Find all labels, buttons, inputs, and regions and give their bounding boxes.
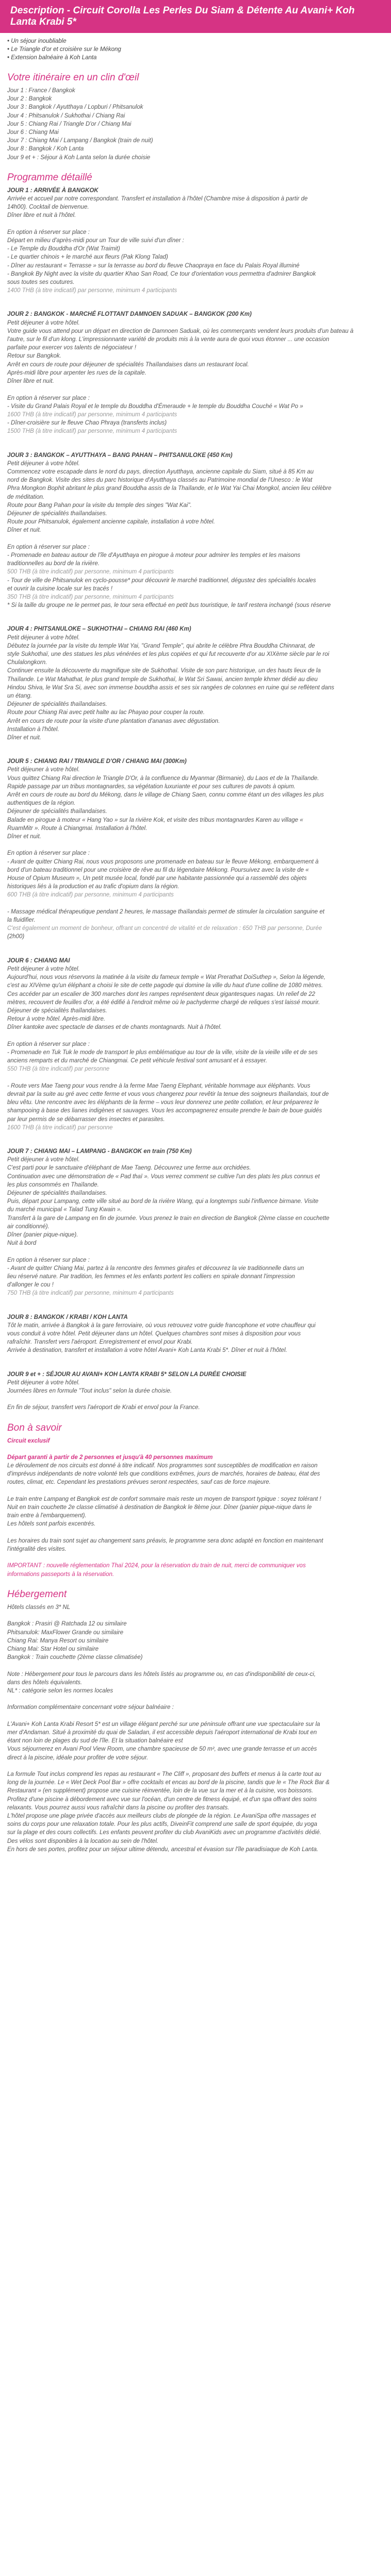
day-text: Arrivée et accueil par notre correspondant. Transfert et installation à l'hôtel (Chambre mise à disposition à partir de [7,196,308,202]
day-text: Petit déjeuner à votre hôtel. [7,1157,80,1163]
day-text: Petit déjeuner à votre hôtel. [7,767,80,773]
day-text: Chulalongkorn. [7,659,47,666]
day-text: - Avant de quitter Chiang Rai, nous vous proposons une promenade en bateau sur le fleuve Mékong, embarquement à [7,858,319,865]
day-text: - Avant de quitter Chiang Mai, partez à la rencontre des femmes girafes et découvrez la vie traditionnelle dans un [7,1265,304,1272]
day-text: sous toutes ses coutures. [7,279,75,286]
day-text: En option à réserver sur place : [7,229,90,235]
hebergement-line: Bangkok : Train couchette (2ème classe climatisée) [7,1654,143,1661]
bon-a-savoir-line: d'imprévus indépendants de notre volonté tels que conditions extrêmes, jours de marchés, horaires de bateau, état des [7,1471,320,1478]
day-text: Retour à votre hôtel. Après-midi libre. [7,1016,106,1023]
bon-a-savoir-line: Les horaires du train sont sujet au changement sans préavis, le programme sera donc adapté en fonction en maintenant [7,1537,323,1544]
day-text: 600 THB (à titre indicatif) par personne, minimum 4 participants [7,892,174,899]
day-text: Rapide passage par un tribus montagnardes, sa végétation luxuriante et pour ses cultures de pavots à opium. [7,783,296,790]
hebergement-line: Hôtels classés en 3* NL [7,1604,71,1611]
bon-a-savoir-line: routes, climat, etc. Cependant les prestations prévues seront respectées, sauf cas de force majeure. [7,1479,271,1486]
day-text: - Dîner-croisière sur le fleuve Chao Phraya (transferts inclus) [7,420,167,427]
page-title: Description - Circuit Corolla Les Perles Du Siam & Détente Au Avani+ Koh Lanta Krabi 5* [10,5,355,27]
day-text: 350 THB (à titre indicatif) par personne, minimum 4 participants [7,594,174,600]
day-text: 1500 THB (à titre indicatif) par personne, minimum 4 participants [7,428,177,435]
programme-days [7,187,380,1412]
day-text [7,535,380,543]
itinerary-item: Jour 7 : Chiang Mai / Lampang / Bangkok (train de nuit) [7,138,153,144]
hebergement-line: Information complémentaire concernant votre séjour balnéaire : [7,1704,174,1711]
bon-a-savoir-line: Départ garanti à partir de 2 personnes et jusqu'à 40 personnes maximum [7,1454,213,1461]
day-text: un étang. [7,693,32,699]
day-text: style Sukhothaï, une des statues les plus vénérées et les plus copiées et qui fut recouverte d'or au XIXème siècle par le roi [7,651,330,657]
day-title: JOUR 7 : CHIANG MAI – LAMPANG - BANGKOK en train (750 Km) [7,1148,192,1155]
day-text: * Si la taille du groupe ne le permet pas, le tour sera effectué en petit bus touristique, le tarif restera inchangé (sous réserve [7,602,331,609]
highlight-item: • Le Triangle d'or et croisière sur le Mékong [7,46,121,53]
day-text: House of Opium Museum », Un petit musée local, fondé par une habitante passionnée qui a rassemblé des objets [7,875,307,882]
day-text: Départ en milieu d'après-midi pour un Tour de ville suivi d'un dîner : [7,238,184,244]
day-title: JOUR 1 : ARRIVÉE À BANGKOK [7,187,99,194]
bon-a-savoir-line: Le train entre Lampang et Bangkok est de confort sommaire mais reste un moyen de transport typique : soyez tolérant ! [7,1496,321,1502]
day-title: JOUR 6 : CHIANG MAI [7,957,70,964]
day-text: Déjeuner de spécialités thaïlandaises. [7,510,107,517]
hebergement-line: étant non loin de plages du sud de l'île. Et la situation balnéaire est [7,1738,183,1744]
day-title: JOUR 3 : BANGKOK – AYUTTHAYA – BANG PAHAN – PHITSANULOKE (450 Km) [7,452,233,459]
itinerary-item: Jour 4 : Phitsanulok / Sukhothai / Chiang Rai [7,112,125,119]
itinerary-item: Jour 5 : Chiang Rai / Triangle D'or / Chiang Mai [7,121,132,127]
hebergement-line: Bangkok : Prasiri @ Ratchada 12 ou similaire [7,1621,127,1628]
day-text: Tôt le matin, arrivée à Bangkok à la gare ferroviaire, où vous retrouvez votre guide francophone et votre chauffeur qui [7,1322,316,1329]
hebergement-line [7,1612,380,1620]
hebergement-line: Restaurant » (en supplément) propose une cuisine réinventée, loin de la vue sur la mer et à la cuisine, vos boissons. [7,1788,314,1794]
bon-a-savoir-line: Les hôtels sont parfois excentrés. [7,1521,96,1528]
bon-a-savoir-line [7,1487,380,1495]
day-text [7,1074,380,1082]
day-text: les plus consommés en Thaïlande. [7,1181,99,1188]
day-text: d'allonger le cou ! [7,1282,54,1289]
day-text: Après-midi libre pour arpenter les rues de la capitale. [7,369,146,376]
day-text: de méditation. [7,494,45,500]
bon-a-savoir-text [7,1453,380,1579]
circuit-label: Circuit exclusif [7,1437,50,1444]
day-text: traditionnelles au bord de la rivière. [7,561,100,567]
day-text [7,1032,380,1040]
itinerary-item: Jour 3 : Bangkok / Ayutthaya / Lopburi / Phitsanulok [7,104,143,111]
day-text: Petit déjeuner à votre hôtel. [7,634,80,641]
hebergement-line: soins du corps pour une relaxation totale. Pour les plus actifs, DiveinFit comprend une salle de sport équipée, du yoga [7,1821,317,1828]
hebergement-line: NL* : catégorie selon les normes locales [7,1687,113,1694]
day-text: Dîner et nuit. [7,834,41,840]
day-text: - Promenade en bateau autour de l'île d'Ayutthaya en pirogue à moteur pour admirer les temples et les maisons [7,552,301,558]
day-text: 1600 THB (à titre indicatif) par personne, minimum 4 participants [7,411,177,418]
hebergement-heading: Hébergement [7,1588,67,1600]
day-text: En option à réserver sur place : [7,1041,90,1047]
day-text: 500 THB (à titre indicatif) par personne, minimum 4 participants [7,569,174,575]
day-text: bleu vêtu. Une rencontre avec les éléphants de la ferme – vous leur donnerez une petite collation, et leur préparerez le [7,1099,319,1106]
day-text [7,900,380,908]
day-block [7,1147,380,1298]
day-text: authentiques de la région. [7,800,76,807]
bon-a-savoir-line [7,1553,380,1562]
day-text: Thaïlande. Le Wat Mahathat, le plus grand temple de Sukhothaï, le Wat Sri Sawai, ancien temple khmer dédié au dieu [7,676,318,683]
day-text: lieu réservé nature. Par tradition, les femmes et les enfants portent les colliers en spirale donnant l'impression [7,1274,295,1280]
day-text: Déjeuner de spécialités thaïlandaises. [7,701,107,708]
day-text: Commencez votre escapade dans le nord du pays, direction Ayutthaya, ancienne capitale du Siam, situé à 85 Km au [7,468,314,475]
day-text [7,220,380,228]
day-text: 14h00). Cocktail de bienvenue. [7,204,89,211]
day-text: 1400 THB (à titre indicatif) par personne, minimum 4 participants [7,287,177,294]
day-text [7,1247,380,1256]
day-text: mètres, recouvert de feuilles d'or, a été édifié à l'endroit même où le pachyderme chargé de reliques s'est laissé mourir. [7,999,320,1006]
day-text: 750 THB (à titre indicatif) par personne, minimum 4 participants [7,1290,174,1297]
day-block [7,757,380,941]
day-text: - Route vers Mae Taeng pour vous rendre à la ferme Mae Taeng Elephant, véritable hommage aux éléphants. Vous [7,1082,311,1089]
day-title: JOUR 2 : BANGKOK - MARCHÉ FLOTTANT DAMNOEN SADUAK – BANGKOK (200 Km) [7,311,252,318]
hebergement-line: Chiang Rai: Manya Resort ou similaire [7,1637,109,1644]
title-banner [0,0,391,33]
hebergement-line: En hors de ses portes, profitez pour un séjour ultime détendu, ancestral et évasion sur l'île paradisiaque de Koh Lanta. [7,1846,319,1853]
day-text: - Promenade en Tuk Tuk le mode de transport le plus emblématique au tour de la ville, visite de la vieille ville et de ses [7,1049,318,1056]
day-text: et ouvrir la cuisine locale sur les tracés ! [7,585,112,592]
day-text: - Massage médical thérapeutique pendant 2 heures, le massage thaïlandais permet de stimuler la circulation sanguine et [7,908,324,915]
hebergement-line: Note : Hébergement pour tous le parcours dans les hôtels listés au programme ou, en cas d'indisponibilité de ceux-ci, [7,1671,316,1677]
hebergement-line: Phitsanulok: MaxFlower Grande ou similaire [7,1629,123,1636]
bon-a-savoir-line: train entre à l'embarquement). [7,1513,87,1519]
hebergement-line [7,1695,380,1703]
day-text: Route pour Phitsanulok, également ancienne capitale, installation à votre hôtel. [7,519,215,526]
day-text: nord de Bangkok. Visite des sites du parc historique d'Ayutthaya classés au Patrimoine mondial de l'Unesco : le Wat [7,477,313,484]
day-text: - Visite du Grand Palais Royal et le temple du Bouddha d'Émeraude + le temple du Bouddha Couché « Wat Po » [7,403,303,410]
bon-a-savoir-line: Nuit en train couchette 2e classe climatisé à destination de Bangkok le 8ème jour. Dîner (panier pique-nique dans le [7,1504,312,1511]
day-text: - Bangkok By Night avec la visite du quartier Khao San Road, Ce tour d'orientation vous permettra d'admirer Bangkok [7,270,316,277]
bon-a-savoir-line: informations passeports à la réservation. [7,1571,115,1578]
hebergement-line: dans des hôtels équivalents. [7,1679,83,1686]
day-text: Route pour Chiang Rai avec petit halte au lac Phayao pour couper la route. [7,709,205,716]
day-text: shampooing à base des lianes indigènes et sauvages. Vous les accompagnerez ensuite prendre le bain de boue guidés [7,1108,322,1114]
day-text: Petit déjeuner à votre hôtel. [7,1379,80,1386]
itinerary-item: Jour 2 : Bangkok [7,96,52,103]
day-text: Dîner libre et nuit. [7,378,54,385]
day-text: En option à réserver sur place : [7,850,90,857]
day-text: Petit déjeuner à votre hôtel. [7,319,80,326]
day-text: En option à réserver sur place : [7,395,90,401]
day-text: C'est également un moment de bonheur, offrant un concentré de vitalité et de relaxation : 650 THB par personne, Durée [7,925,322,932]
day-text: devrait par la suite au gré avec cette ferme et vous vous changerez pour revêtir la tenue des soigneurs thaïlandais, tout de [7,1091,329,1097]
day-text: Continuation avec une démonstration de « Pad thaï ». Vous verrez comment se cultive l'un des plats les plus connus et [7,1173,320,1180]
itinerary-list [7,87,380,162]
day-text: Arrivée à destination, transfert et installation à votre hôtel Avani+ Koh Lanta Krabi 5*. Dîner et nuit à l'hôtel. [7,1347,287,1354]
hebergement-line: L'hôtel propose une plage privée d'accès aux meilleurs clubs de plongée de la région. Le AvaniSpa offre massages et [7,1812,316,1819]
itinerary-item: Jour 6 : Chiang Mai [7,129,59,136]
bon-a-savoir-line [7,1529,380,1537]
day-text: Déjeuner de spécialités thaïlandaises. [7,808,107,815]
day-text: Arrêt en cours de route pour la visite d'une plantation d'ananas avec dégustation. [7,718,220,724]
day-text: Petit déjeuner à votre hôtel. [7,965,80,972]
bon-a-savoir-line: l'intégralité des visites. [7,1546,67,1553]
day-text: Dîner kantoke avec spectacle de danses et de chants montagnards. Nuit à l'hôtel. [7,1024,222,1031]
day-text: Journées libres en formule "Tout inclus" selon la durée choisie. [7,1388,172,1395]
day-text: Arrêt en cours de route au bord du Mékong, dans le village de Chiang Saen, connu comme étant un des villages les plus [7,792,324,799]
hebergement-line: sur la plage et des cours collectifs. Les enfants peuvent profiter du club AvaniKids avec un programme d'activités dédié. [7,1829,321,1836]
day-text: anciens remparts et du marché de Chiangmai. Ce petit véhicule festival sont amusant et à essayer. [7,1058,267,1064]
day-text: Nuit à bord [7,1240,37,1247]
programme-heading: Programme détaillé [7,172,92,183]
day-text: Transfert à la gare de Lampang en fin de journée. Vous prenez le train en direction de Bangkok (2ème classe en couchette [7,1215,330,1222]
day-text: Dîner et nuit. [7,527,41,534]
day-text: Phra Mongkon Bophit abritant le plus grand Bouddha assis de la Thaïlande, et le Wat Yai Chai Mongkol, ancien lieu célèbre [7,485,332,492]
hebergement-line [7,1712,380,1720]
day-title: JOUR 8 : BANGKOK / KRABI / KOH LANTA [7,1314,128,1320]
day-text: par leur permis de se débarrasser des insectes et parasites. [7,1116,165,1123]
day-text: Dîner libre et nuit à l'hôtel. [7,212,76,219]
hebergement-line [7,1662,380,1670]
day-text: Retour sur Bangkok. [7,353,61,360]
day-text: En fin de séjour, transfert vers l'aéroport de Krabi et envol pour la France. [7,1404,200,1411]
day-text: - Dîner au restaurant « Terrasse » sur la terrasse au bord du fleuve Chaopraya en face du Palais Royal illuminé [7,262,300,269]
day-text: Ces accéder par un escalier de 300 marches dont les rampes représentent deux gigantesques nagas. Un relief de 22 [7,991,316,997]
hebergement-line: Chiang Mai: Star Hotel ou similaire [7,1646,99,1652]
day-text: Déjeuner de spécialités thaïlandaises. [7,1007,107,1014]
day-text: Puis, départ pour Lampang, cette ville situé au bord de la rivière Wang, qui a longtemps subi l'influence birmane. Visite [7,1198,319,1205]
hebergement-line: long de la journée. Le « Wet Deck Pool Bar » offre cocktails et encas au bord de la piscine, tandis que le « The Rock Bar & [7,1780,330,1786]
day-text: parfaite pour exercer vos talents de négociateur ! [7,345,136,351]
day-text: du marché municipal « Talad Tung Kwain ». [7,1207,122,1213]
day-block [7,187,380,295]
content [0,33,391,1854]
hebergement-text [7,1603,380,1854]
day-text: Aujourd'hui, nous vous réservons la matinée à la visite du fameux temple « Wat Prerathat DoiSuthep », Selon la légende, [7,974,325,981]
itinerary-item: Jour 9 et + : Séjour à Koh Lanta selon la durée choisie [7,154,151,161]
hebergement-line: L'Avani+ Koh Lanta Krabi Resort 5* est un village élégant perché sur une péninsule offrant une vue spectaculaire sur la [7,1721,320,1727]
day-text: - Le quartier chinois + le marché aux fleurs (Pak Klong Talad) [7,254,168,261]
day-text: la fluidifier. [7,917,36,924]
day-block [7,1313,380,1355]
day-text: bord d'un bateau traditionnel pour une croisière de rêve au fil du légendaire Mékong. Poursuivez avec la visite de « [7,867,309,873]
highlight-item: • Extension balnéaire à Koh Lanta [7,55,97,61]
day-text: (2h00) [7,934,25,940]
day-text: l'autre, sur le fil d'un klong. L'impressionnante variété de produits mis à la vente aura de quoi vous étonner ... une occasion [7,336,330,343]
day-text: Petit déjeuner à votre hôtel. [7,460,80,467]
day-block [7,451,380,610]
day-title: JOUR 4 : PHITSANULOKE – SUKHOTHAI – CHIANG RAI (460 Km) [7,626,191,633]
day-text: Arrêt en cours de route pour déjeuner de spécialités Thaïlandaises dans un restaurant local. [7,361,249,368]
hebergement-line: Profitez d'une piscine à débordement avec vue sur l'océan, d'un centre de fitness équipé, et d'un spa offrant des soins [7,1796,317,1803]
day-text: air conditionné). [7,1223,50,1230]
day-text: historiques liés à la production et au trafic d'opium dans la région. [7,884,180,890]
hebergement-line: Vous séjournerez en Avani Pool View Room, une chambre spacieuse de 50 m², avec une grande terrasse et un accès [7,1746,317,1753]
day-text: Débutez la journée par la visite du temple Wat Yai, "Grand Temple", qui abrite le célèbre Phra Bouddha Chinnarat, de [7,642,315,649]
day-text: Balade en pirogue à moteur « Hang Yao » sur la rivière Kok, et visite des tribus montagnardes Karen au village « [7,817,303,823]
day-text: - Tour de ville de Phitsanulok en cyclo-pousse* pour découvrir le marché traditionnel, dégustez des spécialités locales [7,577,316,584]
day-text: c'est au XIVème qu'un éléphant a choisi le site de cette pagode qui domine la ville du haut d'une colline de 1080 mètres. [7,982,323,989]
itinerary-item: Jour 8 : Bangkok / Koh Lanta [7,146,84,152]
itinerary-item: Jour 1 : France / Bangkok [7,88,75,94]
hebergement-line: relaxants. Vous pourrez aussi vous rafraîchir dans la piscine ou profiter des transats. [7,1804,230,1811]
highlight-item: • Un séjour inoubliable [7,38,67,44]
day-text [7,1395,380,1403]
day-text: Installation à l'hôtel. [7,726,59,733]
day-text: Vous quittez Chiang Rai direction le Triangle D'Or, à la confluence du Myanmar (Birmanie), du Laos et de la Thaïlande. [7,775,319,782]
hebergement-line [7,1762,380,1770]
day-text: Route pour Bang Pahan pour la visite du temple des singes "Wat Kai". [7,502,192,509]
day-block [7,1370,380,1412]
itinerary-heading: Votre itinéraire en un clin d'œil [7,72,139,83]
day-text: 550 THB (à titre indicatif) par personne [7,1066,110,1073]
hebergement-line: La formule Tout inclus comprend les repas au restaurant « The Cliff », proposant des buffets et menus à la carte tout au [7,1771,321,1777]
day-text: C'est parti pour le sanctuaire d'éléphant de Mae Taeng. Découvrez une ferme aux orchidées. [7,1165,251,1172]
day-block [7,310,380,435]
hebergement-line: direct à la piscine, idéale pour profiter de votre séjour. [7,1754,149,1761]
day-block [7,625,380,742]
day-title: JOUR 9 et + : SÉJOUR AU AVANI+ KOH LANTA KRABI 5* SELON LA DURÉE CHOISIE [7,1371,247,1378]
day-text: Continuer ensuite la découverte du magnifique site de Sukhothaï. Visite de son parc historique, un des hauts lieux de la [7,668,321,674]
bon-a-savoir-line: Le déroulement de nos circuits est donné à titre indicatif. Nos programmes sont susceptibles de modification en raison [7,1463,318,1469]
day-text: Hindou Shiva, le Wat Sra Si, avec son immense bouddha assis et ses six rangées de colonnes en ruine qui se reflètent dans [7,684,334,691]
day-text: - Le Temple du Bouddha d'Or (Wat Traimit) [7,246,120,252]
day-text: Votre guide vous attend pour un départ en direction de Damnoen Saduak, où les commerçants vendent leurs produits d'un bateau à [7,328,354,334]
day-text [7,841,380,849]
day-text: vous conduit à votre hôtel. Petit déjeuner dans un hôtel. Quelques chambres sont mises à disposition pour vous [7,1331,301,1337]
highlights-list [7,37,380,62]
day-text: Déjeuner de spécialités thaïlandaises. [7,1190,107,1196]
day-text: En option à réserver sur place : [7,1257,90,1263]
day-text: Dîner (panier pique-nique). [7,1231,78,1238]
hebergement-line: mer d'Andaman. Situé à proximité du quai de Saladan, il est accessible depuis l'aéroport international de Krabi tout en [7,1729,317,1736]
day-title: JOUR 5 : CHIANG RAI / TRIANGLE D'OR / CHIANG MAI (300Km) [7,758,187,765]
day-text: 1600 THB (à titre indicatif) par personne [7,1124,113,1131]
day-text [7,385,380,394]
bon-a-savoir-line: IMPORTANT : nouvelle réglementation Thaï 2024, pour la réservation du train de nuit, merci de communiquer vos [7,1563,306,1569]
day-text: RuamMitr ». Route à Chiangmai. Installation à l'hôtel. [7,825,148,832]
hebergement-line: Des vélos sont disponibles à la location au sein de l'hôtel. [7,1838,159,1844]
day-text: rafraîchir. Transfert vers l'aéroport. Enregistrement et envol pour Krabi. [7,1339,193,1346]
day-text: En option à réserver sur place : [7,544,90,550]
bon-a-savoir-heading: Bon à savoir [7,1422,62,1433]
day-block [7,957,380,1132]
day-text: Dîner et nuit. [7,735,41,741]
